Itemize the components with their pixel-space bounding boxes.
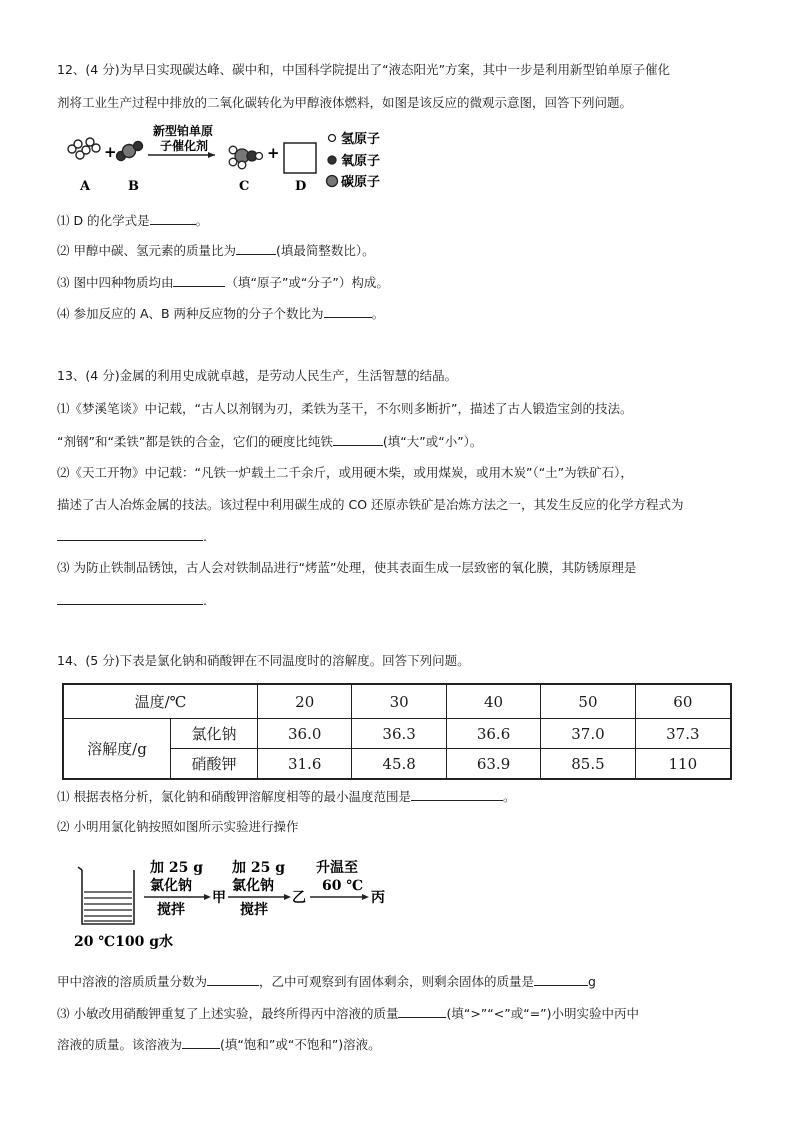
q13-sub3-line2 <box>57 592 207 609</box>
step1-stir-label: 搅拌 <box>157 902 185 918</box>
step2-salt-label: 氯化钠 <box>232 878 274 894</box>
arrow-1-head <box>204 894 211 900</box>
q13-sub2-line2: 描述了古人冶炼金属的技法。该过程中利用碳生成的 CO 还原赤铁矿是冶炼方法之一，其发生反应的化学方程式为 <box>57 497 684 512</box>
q12-reaction-diagram <box>60 122 400 198</box>
q12-sub3 <box>57 274 389 291</box>
q13-sub3-end: . <box>203 593 207 608</box>
q13-stem: 13、(4 分)金属的利用史成就卓越，是劳动人民生产，生活智慧的结晶。 <box>57 368 458 383</box>
molecule-b <box>117 142 143 161</box>
table-header-row <box>63 684 731 719</box>
q13-sub1-text: “剂钢”和“柔铁”都是铁的合金，它们的硬度比纯铁 <box>57 434 333 449</box>
q14-sub1-text: ⑴ 根据表格分析，氯化钠和硝酸钾溶解度相等的最小温度范围是 <box>57 789 411 804</box>
q12-sub1-text: ⑴ D 的化学式是 <box>57 213 150 228</box>
q14-sub3-text-c: 溶液的质量。该溶液为 <box>57 1037 183 1052</box>
q14-sub3-line1 <box>57 1005 639 1022</box>
q14-sub2-unit: g <box>588 974 596 989</box>
plus-sign-1: + <box>104 143 117 161</box>
label-c: C <box>239 179 250 194</box>
label-yi: 乙 <box>292 890 306 906</box>
table-cell: 31.6 <box>258 749 352 780</box>
legend-carbon-icon <box>327 176 338 187</box>
reaction-arrow-head <box>208 152 215 158</box>
q14-experiment-diagram <box>72 852 402 952</box>
header-temp-40: 40 <box>446 684 540 719</box>
catalyst-label-top: 新型铂单原 <box>153 124 214 138</box>
q12-sub3-end: （填“原子”或“分子”）构成。 <box>225 275 389 290</box>
catalyst-label-bottom: 子催化剂 <box>160 139 209 153</box>
legend-hydrogen-icon <box>329 135 336 142</box>
q13-sub3-line1: ⑶ 为防止铁制品锈蚀，古人会对铁制品进行“烤蓝”处理，使其表面生成一层致密的氧化膜，其防锈原理是 <box>57 560 637 575</box>
beaker-caption: 20 ℃100 g水 <box>74 934 174 950</box>
beaker-water <box>84 892 132 921</box>
q13-sub3-blank[interactable] <box>57 592 203 605</box>
table-cell: 36.0 <box>258 719 352 749</box>
header-temp-30: 30 <box>352 684 446 719</box>
q14-sub3-text-a: ⑶ 小敏改用硝酸钾重复了上述实验，最终所得丙中溶液的质量 <box>57 1006 399 1021</box>
q12-sub4-text: ⑷ 参加反应的 A、B 两种反应物的分子个数比为 <box>57 306 324 321</box>
table-cell: 36.3 <box>352 719 446 749</box>
q12-sub4-end: 。 <box>371 306 385 321</box>
step3-heat-label: 升温至 <box>316 860 358 876</box>
row-group-solubility: 溶解度/g <box>63 719 171 780</box>
label-jia: 甲 <box>212 890 226 906</box>
label-b: B <box>128 179 139 194</box>
solubility-table <box>62 683 732 780</box>
header-temp-60: 60 <box>635 684 731 719</box>
table-cell: 45.8 <box>352 749 446 780</box>
q13-sub1-line2 <box>57 433 482 450</box>
table-cell: 37.0 <box>541 719 635 749</box>
q12-sub2-end: (填最简整数比）。 <box>275 243 375 258</box>
molecule-a <box>68 138 100 159</box>
table-cell: 110 <box>635 749 731 780</box>
q13-sub2-line3 <box>57 528 207 545</box>
q14-sub3-text-d: (填“饱和”或“不饱和”)溶液。 <box>220 1037 381 1052</box>
plus-sign-2: + <box>267 144 280 162</box>
q14-sub1 <box>57 788 516 805</box>
q12-sub2-blank[interactable] <box>236 242 276 255</box>
q14-sub3-text-b: (填“>”“<”或“=”)小明实验中丙中 <box>446 1006 640 1021</box>
legend-hydrogen: 氢原子 <box>341 132 381 147</box>
q12-sub4-blank[interactable] <box>324 305 372 318</box>
header-temperature: 温度/℃ <box>63 684 258 719</box>
q14-sub2-blank-1[interactable] <box>207 973 259 986</box>
legend-carbon: 碳原子 <box>341 175 381 190</box>
q13-sub2-end: . <box>203 529 207 544</box>
table-cell: 37.3 <box>635 719 731 749</box>
q14-sub2: ⑵ 小明用氯化钠按照如图所示实验进行操作 <box>57 819 299 834</box>
q12-sub4 <box>57 305 384 322</box>
row-name-nacl: 氯化钠 <box>171 719 258 749</box>
step1-salt-label: 氯化钠 <box>150 878 192 894</box>
row-name-kno3: 硝酸钾 <box>171 749 258 780</box>
header-temp-50: 50 <box>541 684 635 719</box>
q13-sub2-blank[interactable] <box>57 528 203 541</box>
q14-sub1-end: 。 <box>502 789 516 804</box>
table-row-nacl <box>63 719 731 749</box>
label-bing: 丙 <box>371 890 385 906</box>
q14-sub3-line2 <box>57 1036 381 1053</box>
q14-sub1-blank[interactable] <box>411 788 503 801</box>
q14-sub3-blank-1[interactable] <box>398 1005 446 1018</box>
table-cell: 85.5 <box>541 749 635 780</box>
q13-sub2-line1: ⑵《天工开物》中记载：“凡铁一炉载土二千余斤，或用硬木柴，或用煤炭，或用木炭”（“土”为铁矿石）， <box>57 465 633 480</box>
label-d: D <box>295 179 307 194</box>
molecule-d-box <box>284 143 316 173</box>
legend-oxygen: 氧原子 <box>341 154 381 169</box>
q12-sub1-end: 。 <box>195 213 209 228</box>
q14-sub2-text-b: ，乙中可观察到有固体剩余，则剩余固体的质量是 <box>259 974 535 989</box>
q12-sub3-text: ⑶ 图中四种物质均由 <box>57 275 174 290</box>
q12-stem-line2: 剂将工业生产过程中排放的二氧化碳转化为甲醇液体燃料，如图是该反应的微观示意图，回答下列问题。 <box>57 95 633 110</box>
step2-add-label: 加 25 g <box>232 860 286 876</box>
q12-sub1 <box>57 212 208 229</box>
step1-add-label: 加 25 g <box>150 860 204 876</box>
arrow-2-head <box>284 894 291 900</box>
molecule-c <box>229 146 262 169</box>
q12-sub2-text: ⑵ 甲醇中碳、氢元素的质量比为 <box>57 243 236 258</box>
step3-temp-label: 60 ℃ <box>322 878 364 894</box>
table-cell: 63.9 <box>446 749 540 780</box>
arrow-3-head <box>362 894 369 900</box>
q12-sub3-blank[interactable] <box>173 274 225 287</box>
q12-sub2 <box>57 242 375 259</box>
q12-sub1-blank[interactable] <box>150 212 196 225</box>
q13-sub1-blank[interactable] <box>333 433 383 446</box>
q14-sub3-blank-2[interactable] <box>182 1036 220 1049</box>
q12-stem-line1: 12、(4 分)为早日实现碳达峰、碳中和，中国科学院提出了“液态阳光”方案，其中一步是利用新型铂单原子催化 <box>57 62 671 77</box>
q14-sub2-answer-line <box>57 973 596 990</box>
q14-stem: 14、(5 分)下表是氯化钠和硝酸钾在不同温度时的溶解度。回答下列问题。 <box>57 653 470 668</box>
label-a: A <box>80 179 91 194</box>
q14-sub2-blank-2[interactable] <box>534 973 588 986</box>
step2-stir-label: 搅拌 <box>240 902 268 918</box>
q13-sub1-end: (填“大”或“小”）。 <box>382 434 483 449</box>
q13-sub1-line1: ⑴《梦溪笔谈》中记载，“古人以剂钢为刃，柔铁为茎干，不尔则多断折”，描述了古人锻造宝剑的技法。 <box>57 401 633 416</box>
table-cell: 36.6 <box>446 719 540 749</box>
q14-sub2-text-a: 甲中溶液的溶质质量分数为 <box>57 974 208 989</box>
legend-oxygen-icon <box>328 156 336 164</box>
header-temp-20: 20 <box>258 684 352 719</box>
